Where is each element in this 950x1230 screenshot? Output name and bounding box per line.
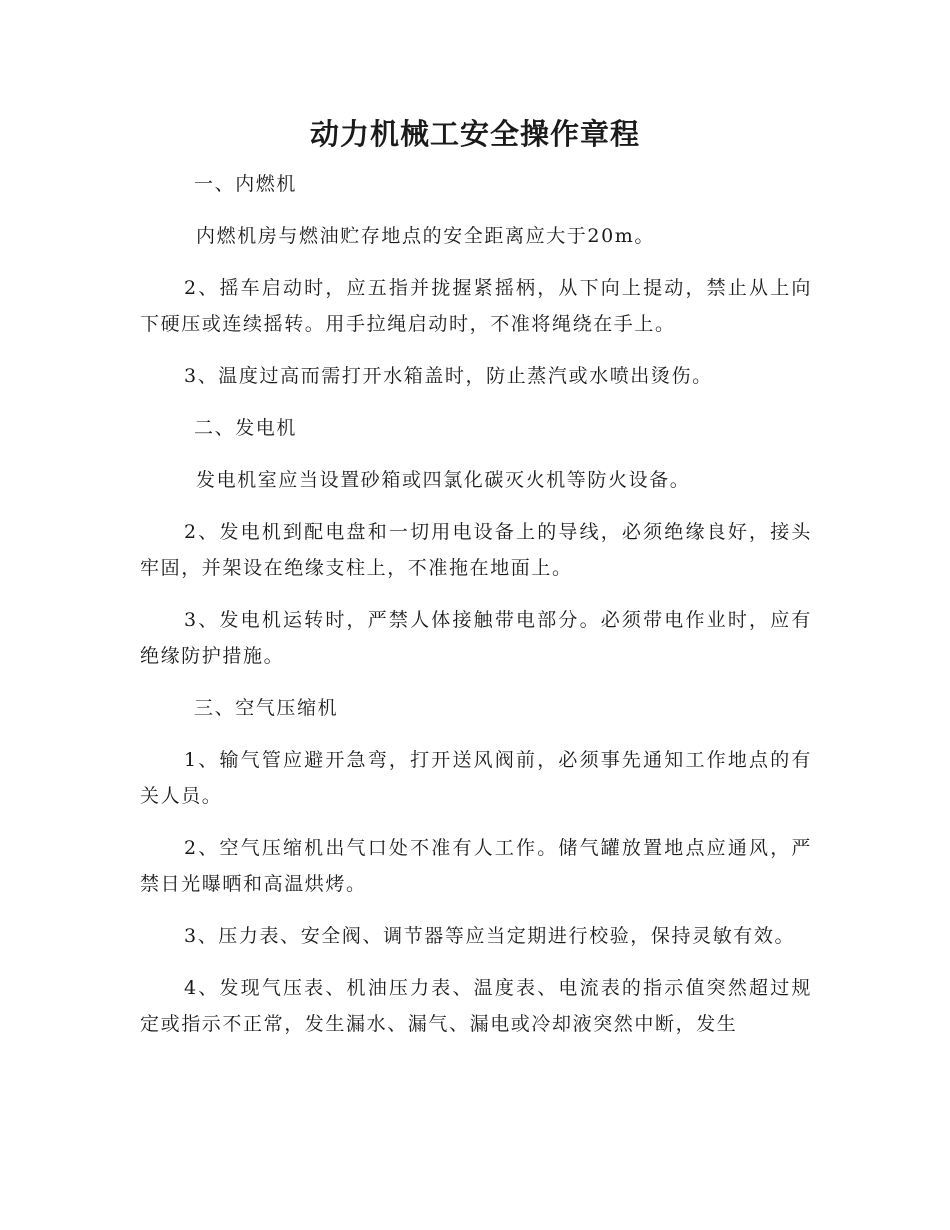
document-body — [140, 166, 812, 1058]
paragraph: 4、发现气压表、机油压力表、温度表、电流表的指示值突然超过规定或指示不正常，发生漏水、漏气、漏电或冷却液突然中断，发生 — [140, 977, 812, 1035]
paragraph: 内燃机房与燃油贮存地点的安全距离应大于20m。 — [196, 225, 655, 247]
paragraph: 3、压力表、安全阀、调节器等应当定期进行校验，保持灵敏有效。 — [184, 925, 796, 947]
paragraph: 3、发电机运转时，严禁人体接触带电部分。必须带电作业时，应有绝缘防护措施。 — [140, 609, 812, 667]
paragraph: 2、摇车启动时，应五指并拢握紧摇柄，从下向上提动，禁止从上向下硬压或连续摇转。用手拉绳启动时，不准将绳绕在手上。 — [140, 277, 812, 335]
paragraph: 2、发电机到配电盘和一切用电设备上的导线，必须绝缘良好，接头牢固，并架设在绝缘支柱上，不准拖在地面上。 — [140, 521, 812, 579]
section-heading-generator: 二、发电机 — [194, 417, 298, 439]
paragraph: 2、空气压缩机出气口处不准有人工作。储气罐放置地点应通风，严禁日光曝晒和高温烘烤。 — [140, 837, 812, 895]
section-heading-internal-combustion-engine: 一、内燃机 — [194, 173, 298, 195]
paragraph: 发电机室应当设置砂箱或四氯化碳灭火机等防火设备。 — [196, 469, 691, 491]
paragraph: 3、温度过高而需打开水箱盖时，防止蒸汽或水喷出烫伤。 — [184, 365, 713, 387]
paragraph: 1、输气管应避开急弯，打开送风阀前，必须事先通知工作地点的有关人员。 — [140, 749, 812, 807]
section-heading-air-compressor: 三、空气压缩机 — [194, 697, 339, 719]
document-title: 动力机械工安全操作章程 — [309, 117, 640, 151]
